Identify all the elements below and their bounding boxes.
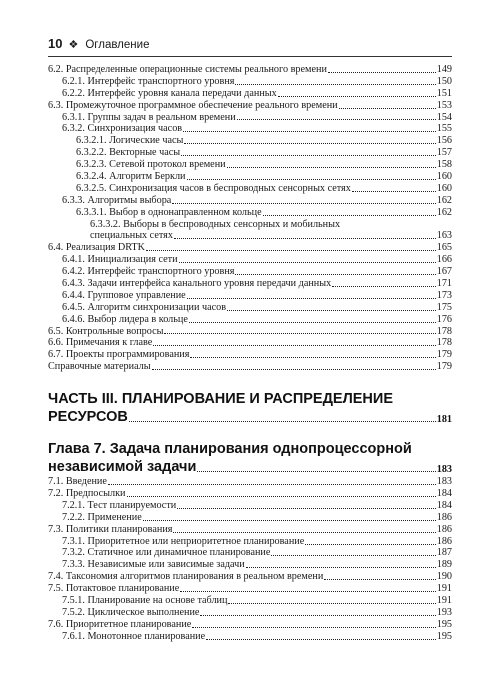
toc-entry-text: 6.5. Контрольные вопросы [48,325,164,337]
dot-leader [206,639,436,640]
toc-entry[interactable] [48,76,452,88]
dot-leader [228,603,435,604]
toc-entry-text: 6.3.1. Группы задач в реальном времени [62,111,236,123]
toc-entry-page: 179 [436,361,452,373]
toc-entry[interactable] [48,619,452,631]
toc-entry[interactable] [48,88,452,100]
dot-leader [192,627,435,628]
toc-entry[interactable] [48,195,452,207]
toc-entry[interactable] [48,337,452,349]
toc-entry-page: 191 [436,583,452,595]
toc-entry-text: 7.2.2. Применение [62,511,142,523]
chapter-heading-line1: Глава 7. Задача планирования однопроцессорной [48,441,412,458]
dot-leader [352,191,436,192]
dot-leader [153,345,435,346]
toc-entry-page: 154 [436,111,452,123]
toc-entry-page: 186 [436,535,452,547]
dot-leader [197,471,435,472]
toc-section-6 [48,64,452,219]
toc-entry-page: 158 [436,159,452,171]
toc-entry[interactable] [48,183,452,195]
dot-leader [143,520,436,521]
dot-leader [278,96,436,97]
toc-entry-text: 6.3.3.1. Выбор в однонаправленном кольце [76,206,262,218]
toc-entry[interactable] [48,536,452,548]
toc-entry-page: 151 [436,87,452,99]
dot-leader [328,72,436,73]
toc-entry-text: 6.3.2. Синхронизация часов [62,123,183,135]
toc-entry-text-line2: специальных сетях [90,230,173,242]
toc-entry[interactable] [48,361,452,373]
toc-entry-page: 156 [436,135,452,147]
toc-entry-text: 7.6.1. Монотонное планирование [62,630,206,642]
toc-entry-text: 6.2. Распределенные операционные системы реального времени [48,63,327,75]
toc-entry-page: 189 [436,559,452,571]
toc-entry-text: 6.3.2.5. Синхронизация часов в беспроводных сенсорных сетях [76,182,351,194]
toc-entry-page: 166 [436,254,452,266]
toc-entry[interactable] [48,548,452,560]
toc-entry-text: 6.2.1. Интерфейс транспортного уровня [62,75,235,87]
toc-entry-page: 187 [436,547,452,559]
dot-leader [174,238,436,239]
toc-entry-text: 6.3.3. Алгоритмы выбора [62,194,172,206]
toc-entry[interactable] [48,171,452,183]
toc-entry-page: 186 [436,523,452,535]
toc-entry[interactable] [48,631,452,643]
toc-entry-page: 160 [436,182,452,194]
toc-entry-text: 6.2.2. Интерфейс уровня канала передачи данных [62,87,277,99]
toc-entry[interactable] [48,326,452,338]
dot-leader [181,155,436,156]
dot-leader [235,274,435,275]
dot-leader [173,532,435,533]
toc-entry[interactable] [48,488,452,500]
dot-leader [190,357,435,358]
toc-entry[interactable] [48,266,452,278]
toc-entry-page: 179 [436,349,452,361]
toc-section-6-continued [48,242,452,373]
diamond-ornament-icon: ❖ [68,39,79,51]
header-rule [48,56,452,57]
toc-entry-text: 6.4.3. Задачи интерфейса канального уровня передачи данных [62,278,332,290]
toc-entry[interactable] [48,147,452,159]
toc-entry-page: 173 [436,289,452,301]
dot-leader [332,286,436,287]
dot-leader [237,119,436,120]
dot-leader [246,567,436,568]
toc-entry-page: 149 [436,63,452,75]
toc-entry-page: 184 [436,499,452,511]
toc-entry-wrapped[interactable] [48,219,452,243]
toc-entry-page: 191 [436,595,452,607]
toc-entry-page: 175 [436,301,452,313]
toc-entry-text: 7.1. Введение [48,476,107,488]
toc-entry-page: 150 [436,75,452,87]
toc-entry[interactable] [48,524,452,536]
dot-leader [271,555,435,556]
page-header [48,36,452,51]
dot-leader [189,322,436,323]
dot-leader [164,333,435,334]
toc-entry[interactable] [48,607,452,619]
toc-entry[interactable] [48,278,452,290]
dot-leader [180,591,435,592]
toc-entry[interactable] [48,559,452,571]
toc-entry-page: 165 [436,242,452,254]
toc-entry-page: 162 [436,206,452,218]
dot-leader [179,262,436,263]
toc-entry-text: 7.3.1. Приоритетное или неприоритетное планирование [62,535,305,547]
dot-leader [235,84,435,85]
toc-entry-page: 162 [436,194,452,206]
part-heading-line1: ЧАСТЬ III. ПЛАНИРОВАНИЕ И РАСПРЕДЕЛЕНИЕ [48,391,393,408]
toc-entry[interactable] [48,314,452,326]
dot-leader [184,143,435,144]
part-heading-line2: РЕСУРСОВ [48,409,128,426]
part-heading-page: 181 [436,414,452,426]
toc-entry-text: 7.3. Политики планирования [48,523,173,535]
toc-entry[interactable] [48,159,452,171]
toc-entry-text: 6.4.2. Интерфейс транспортного уровня [62,266,235,278]
toc-entry-page: 176 [436,313,452,325]
dot-leader [172,203,435,204]
toc-entry[interactable] [48,100,452,112]
toc-entry[interactable] [48,135,452,147]
table-of-contents [48,64,452,643]
toc-entry-text: 6.3.2.2. Векторные часы [76,147,181,159]
toc-entry-page: 195 [436,630,452,642]
toc-entry[interactable] [48,254,452,266]
chapter-heading-page: 183 [436,464,452,476]
toc-entry-text: 6.3.2.3. Сетевой протокол времени [76,159,226,171]
running-title: Оглавление [85,39,150,51]
toc-entry[interactable] [48,242,452,254]
toc-entry-text: 6.3.2.4. Алгоритм Беркли [76,171,186,182]
toc-entry[interactable] [48,500,452,512]
dot-leader [183,131,436,132]
dot-leader [227,167,436,168]
toc-entry-text: 7.3.3. Независимые или зависимые задачи [62,559,245,571]
toc-entry[interactable] [48,302,452,314]
toc-entry[interactable] [48,290,452,302]
dot-leader [129,421,436,422]
toc-entry-text: 7.5.2. Циклическое выполнение [62,606,200,618]
toc-entry[interactable] [48,349,452,361]
toc-entry-text: 6.4.1. Инициализация сети [62,254,178,266]
toc-entry-text: 6.4.4. Групповое управление [62,289,186,301]
chapter-heading-line2: независимой задачи [48,459,197,476]
toc-entry-page: 155 [436,123,452,135]
toc-entry[interactable] [48,64,452,76]
dot-leader [305,544,435,545]
dot-leader [187,179,436,180]
toc-entry-page: 167 [436,266,452,278]
toc-entry-page: 186 [436,511,452,523]
toc-entry-page: 195 [436,618,452,630]
page-number: 10 [48,36,63,51]
dot-leader [339,108,436,109]
toc-entry-text: 7.2. Предпосылки [48,488,126,500]
part-heading[interactable] [48,390,452,426]
toc-entry[interactable] [48,112,452,124]
toc-entry[interactable] [48,123,452,135]
dot-leader [324,579,435,580]
toc-entry-text: 6.4.6. Выбор лидера в кольце [62,313,188,325]
toc-entry-page: 160 [436,171,452,182]
toc-entry[interactable] [48,583,452,595]
toc-entry-page: 178 [436,337,452,349]
toc-entry[interactable] [48,476,452,488]
toc-entry-page: 171 [436,278,452,290]
dot-leader [152,369,436,370]
dot-leader [108,484,436,485]
dot-leader [227,310,436,311]
toc-section-7 [48,476,452,642]
dot-leader [263,215,436,216]
toc-entry-page: 193 [436,606,452,618]
toc-entry-text: 7.3.2. Статичное или динамичное планирование [62,547,271,559]
toc-entry-page: 153 [436,99,452,111]
dot-leader [146,250,436,251]
toc-entry-text: 7.6. Приоритетное планирование [48,618,192,630]
toc-entry-text: 6.6. Примечания к главе [48,337,153,349]
toc-entry-text: 6.3.2.1. Логические часы [76,135,184,147]
toc-entry-text-line1: 6.3.3.2. Выборы в беспроводных сенсорных и мобильных [90,218,341,230]
toc-entry-text: 6.4.5. Алгоритм синхронизации часов [62,301,227,313]
toc-entry-text: 7.4. Таксономия алгоритмов планирования в реальном времени [48,571,324,583]
toc-entry-page: 163 [436,230,452,242]
toc-entry-text: 6.7. Проекты программирования [48,349,190,361]
toc-entry-text: 6.4. Реализация DRTK [48,242,145,254]
toc-entry-page: 183 [436,476,452,488]
toc-entry-page: 178 [436,325,452,337]
toc-entry-page: 190 [436,571,452,583]
toc-entry-text: 7.2.1. Тест планируемости [62,499,177,511]
toc-entry-text: 7.5.1. Планирование на основе таблиц [62,595,228,607]
chapter-heading[interactable] [48,440,452,476]
toc-entry[interactable] [48,571,452,583]
toc-entry-text: Справочные материалы [48,361,151,373]
toc-entry-text: 6.3. Промежуточное программное обеспечение реального времени [48,99,338,111]
toc-entry-text: 7.5. Потактовое планирование [48,583,180,595]
dot-leader [200,615,435,616]
toc-entry[interactable] [48,595,452,607]
toc-entry[interactable] [48,207,452,219]
dot-leader [187,298,436,299]
toc-entry-page: 184 [436,488,452,500]
toc-entry-page: 157 [436,147,452,159]
toc-entry[interactable] [48,512,452,524]
dot-leader [177,508,435,509]
dot-leader [127,496,436,497]
